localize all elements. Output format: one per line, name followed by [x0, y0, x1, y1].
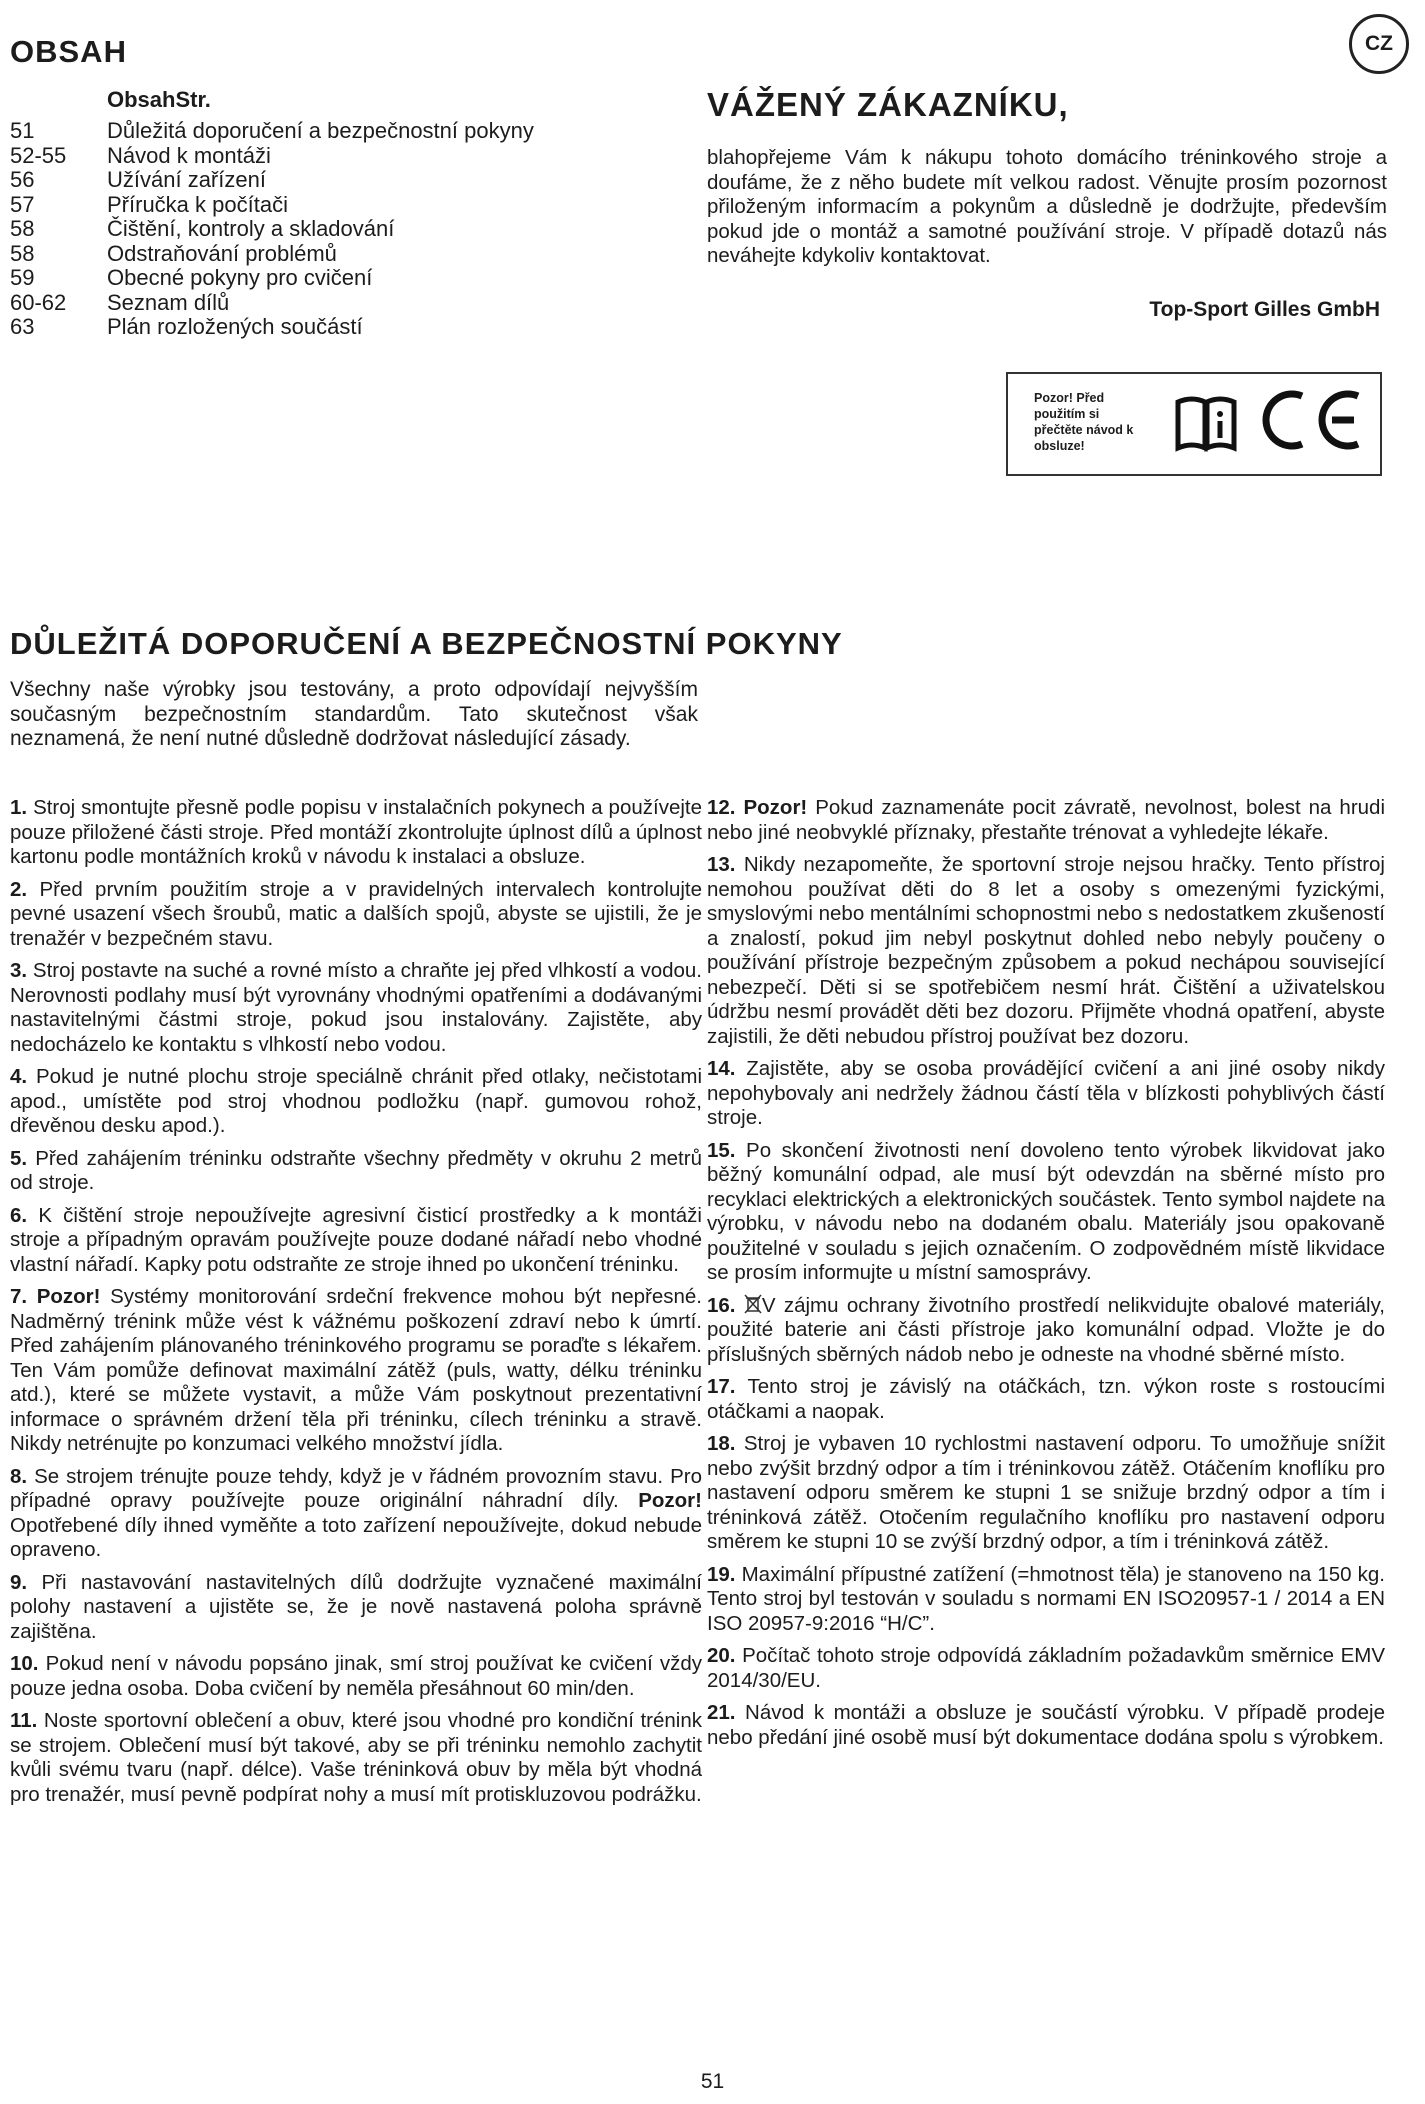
ce-mark-icon — [1258, 388, 1368, 452]
toc-title: Čištění, kontroly a skladování — [107, 216, 395, 241]
list-item: 19. Maximální přípustné zatížení (=hmotnost těla) je stanoveno na 150 kg. Tento stroj byl testován v souladu s normami EN ISO20957-1 / 2014 a EN ISO 20957-9:2016 “H/C”. — [707, 1562, 1385, 1635]
list-item: 18. Stroj je vybaven 10 rychlostmi nastavení odporu. To umožňuje snížit nebo zvýšit brzdný odpor a tím i tréninkovou zátěž. Otáčením knoflíku pro nastavení odporu směrem ke stupni 1 se snižuje brzdný odpor a tím i tréninková zátěž. Otočením regulačního knoflíku pro nastavení odporu směrem ke stupni 10 se zvýší brzdný odpor, a tím i tréninková zátěž. — [707, 1432, 1385, 1553]
list-item: 11. Noste sportovní oblečení a obuv, které jsou vhodné pro kondiční trénink se strojem. Oblečení musí být takové, aby se při tréninku nemohlo zachytit kvůli svému tvaru (např. délce). Vaše tréninková obuv by měla být vhodná pro trenažér, musí pevně podpírat nohy a musí mít protiskluzovou podrážku. — [10, 1709, 702, 1806]
company-signature: Top-Sport Gilles GmbH — [1149, 298, 1380, 321]
toc-page: 58 — [10, 240, 35, 266]
welcome-heading: VÁŽENÝ ZÁKAZNÍKU, — [707, 86, 1069, 123]
toc-page: 58 — [10, 216, 35, 241]
list-item: 14. Zajistěte, aby se osoba provádějící cvičení a ani jiné osoby nikdy nepohybovaly ani nedržely žádnou částí těla v blízkosti pohyblivých částí stroje. — [707, 1057, 1385, 1129]
list-item: 21. Návod k montáži a obsluze je součástí výrobku. V případě prodeje nebo předání jiné osobě musí být dokumentace dodána spolu s výrobkem. — [707, 1701, 1385, 1749]
toc-page: 60-62 — [10, 289, 67, 315]
list-item: 4. Pokud je nutné plochu stroje speciálně chránit před otlaky, nečistotami apod., umístěte pod stroj vhodnou podložku (např. gumovou rohož, dřevěnou desku apod.). — [10, 1065, 702, 1137]
language-badge: CZ — [1349, 14, 1409, 74]
toc-page: 52-55 — [10, 142, 67, 168]
list-item: 20. Počítač tohoto stroje odpovídá základním požadavkům směrnice EMV 2014/30/EU. — [707, 1644, 1385, 1692]
toc-page: 63 — [10, 314, 35, 339]
list-item: 9. Při nastavování nastavitelných dílů dodržujte vyznačené maximální polohy nastavení a ujistěte se, že je nově nastavená poloha správně zajištěna. — [10, 1570, 702, 1643]
list-item: 17. Tento stroj je závislý na otáčkách, tzn. výkon roste s rostoucími otáčkami a naopak. — [707, 1375, 1385, 1423]
page-title: OBSAH — [10, 34, 127, 69]
safety-heading: DŮLEŽITÁ DOPORUČENÍ A BEZPEČNOSTNÍ POKYNY — [10, 626, 843, 661]
list-item: 13. Nikdy nezapomeňte, že sportovní stroje nejsou hračky. Tento přístroj nemohou používat děti do 8 let a osoby s omezenými fyzickými, smyslovými nebo mentálními schopnostmi nebo s nedostatkem zkušeností a znalostí, pokud jim nebyl poskytnut dohled nebo nebyly poučeny o používání přístroje bezpečným způsobem a pokud nechápou související nebezpečí. Děti si se spotřebičem nesmí hrát. Čištění a uživatelskou údržbu nesmí provádět děti bez dozoru. Přijměte vhodná opatření, abyste zajistili, že děti nebudou přístroj používat bez dozoru. — [707, 853, 1385, 1048]
toc-title: Seznam dílů — [107, 289, 230, 315]
manual-book-icon — [1174, 394, 1238, 452]
toc-header: ObsahStr. — [107, 87, 211, 112]
list-item: 3. Stroj postavte na suché a rovné místo a chraňte jej před vlhkostí a vodou. Nerovnosti podlahy musí být vyrovnány vhodnými opatřeními a dodávanými nastavitelnými částmi stroje, pokud jsou instalovány. Zajistěte, aby nedocházelo ke kontaktu s vlhkostí nebo vodou. — [10, 959, 703, 1056]
safety-right-column — [707, 796, 1385, 1758]
toc-title: Návod k montáži — [107, 142, 271, 168]
list-item: 6. K čištění stroje nepoužívejte agresivní čisticí prostředky a k montáži stroje a případným opravám používejte pouze dodané nářadí nebo vhodné vlastní nářadí. Kapky potu odstraňte ze stroje ihned po ukončení tréninku. — [10, 1203, 702, 1276]
notice-text: Pozor! Před použitím si přečtěte návod k obsluze! — [1034, 391, 1134, 453]
toc-page: 51 — [10, 118, 35, 143]
toc-title: Odstraňování problémů — [107, 240, 337, 266]
toc-title: Užívání zařízení — [107, 167, 266, 192]
list-item: 12. Pozor! Pokud zaznamenáte pocit závratě, nevolnost, bolest na hrudi nebo jiné neobvyklé příznaky, přestaňte trénovat a vyhledejte lékaře. — [707, 796, 1385, 844]
list-item: 7. Pozor! Systémy monitorování srdeční frekvence mohou být nepřesné. Nadměrný trénink může vést k vážnému poškození zdraví nebo k úmrtí. Před zahájením plánovaného tréninkového programu se poraďte s lékařem. Ten Vám pomůže definovat maximální zátěž (puls, watty, délku tréninku atd.), které se můžete vystavit, a může Vám poskytnout prezentativní informace o správném držení těla při tréninku, cílech tréninku a stravě. Nikdy netrénujte po konzumaci velkého množství jídla. — [10, 1285, 702, 1455]
welcome-text: blahopřejeme Vám k nákupu tohoto domácího tréninkového stroje a doufáme, že z něho budete mít velkou radost. Věnujte prosím pozornost přiloženým informacím a pokynům a důsledně je dodržujte, především pokud jde o montáž a samotné používání stroje. V případě dotazů nás neváhejte kdykoliv kontaktovat. — [707, 146, 1387, 267]
toc-title: Plán rozložených součástí — [107, 314, 363, 339]
read-manual-notice — [1006, 372, 1382, 476]
toc-title: Důležitá doporučení a bezpečnostní pokyny — [107, 118, 534, 143]
list-item: 2. Před prvním použitím stroje a v pravidelných intervalech kontrolujte pevné usazení všech šroubů, matic a dalších spojů, abyste se ujistili, že je trenažér v bezpečném stavu. — [10, 877, 702, 950]
list-item: 16. V zájmu ochrany životního prostředí nelikvidujte obalové materiály, použité baterie ani části přístroje jako komunální odpad. Vložte je do příslušných sběrných nádob nebo je odneste na vhodné sběrné místo. — [707, 1293, 1385, 1366]
toc-page: 57 — [10, 191, 35, 217]
toc-page: 56 — [10, 167, 35, 192]
list-item: 10. Pokud není v návodu popsáno jinak, smí stroj používat ke cvičení vždy pouze jedna osoba. Doba cvičení by neměla přesáhnout 60 min/den. — [10, 1652, 703, 1700]
list-item: 15. Po skončení životnosti není dovoleno tento výrobek likvidovat jako běžný komunální odpad, ale musí být odevzdán na sběrné místo pro recyklaci elektrických a elektronických součástek. Tento symbol najdete na výrobku, v návodu nebo na dodaném obalu. Materiály jsou opakovaně použitelné v souladu s jejich označením. O zodpovědném místě likvidace se prosím informujte u místní samosprávy. — [707, 1138, 1386, 1284]
toc-title: Obecné pokyny pro cvičení — [107, 265, 373, 290]
toc-page: 59 — [10, 265, 35, 290]
list-item: 5. Před zahájením tréninku odstraňte všechny předměty v okruhu 2 metrů od stroje. — [10, 1146, 702, 1194]
safety-intro: Všechny naše výrobky jsou testovány, a proto odpovídají nejvyšším současným bezpečnostním standardům. Tato skutečnost však neznamená, že není nutné důsledně dodržovat následující zásady. — [10, 678, 698, 750]
safety-left-column — [10, 796, 702, 1815]
crossed-bin-icon — [744, 1294, 762, 1314]
page-number: 51 — [700, 2070, 725, 2093]
list-item: 1. Stroj smontujte přesně podle popisu v instalačních pokynech a používejte pouze přiložené části stroje. Před montáží zkontrolujte úplnost dílů a úplnost kartonu podle montážních kroků v návodu k instalaci a obsluze. — [10, 796, 702, 868]
list-item: 8. Se strojem trénujte pouze tehdy, když je v řádném provozním stavu. Pro případné opravy používejte pouze originální náhradní díly. Pozor! Opotřebené díly ihned vyměňte a toto zařízení nepoužívejte, dokud nebude opraveno. — [10, 1464, 702, 1561]
toc-title: Příručka k počítači — [107, 191, 288, 217]
